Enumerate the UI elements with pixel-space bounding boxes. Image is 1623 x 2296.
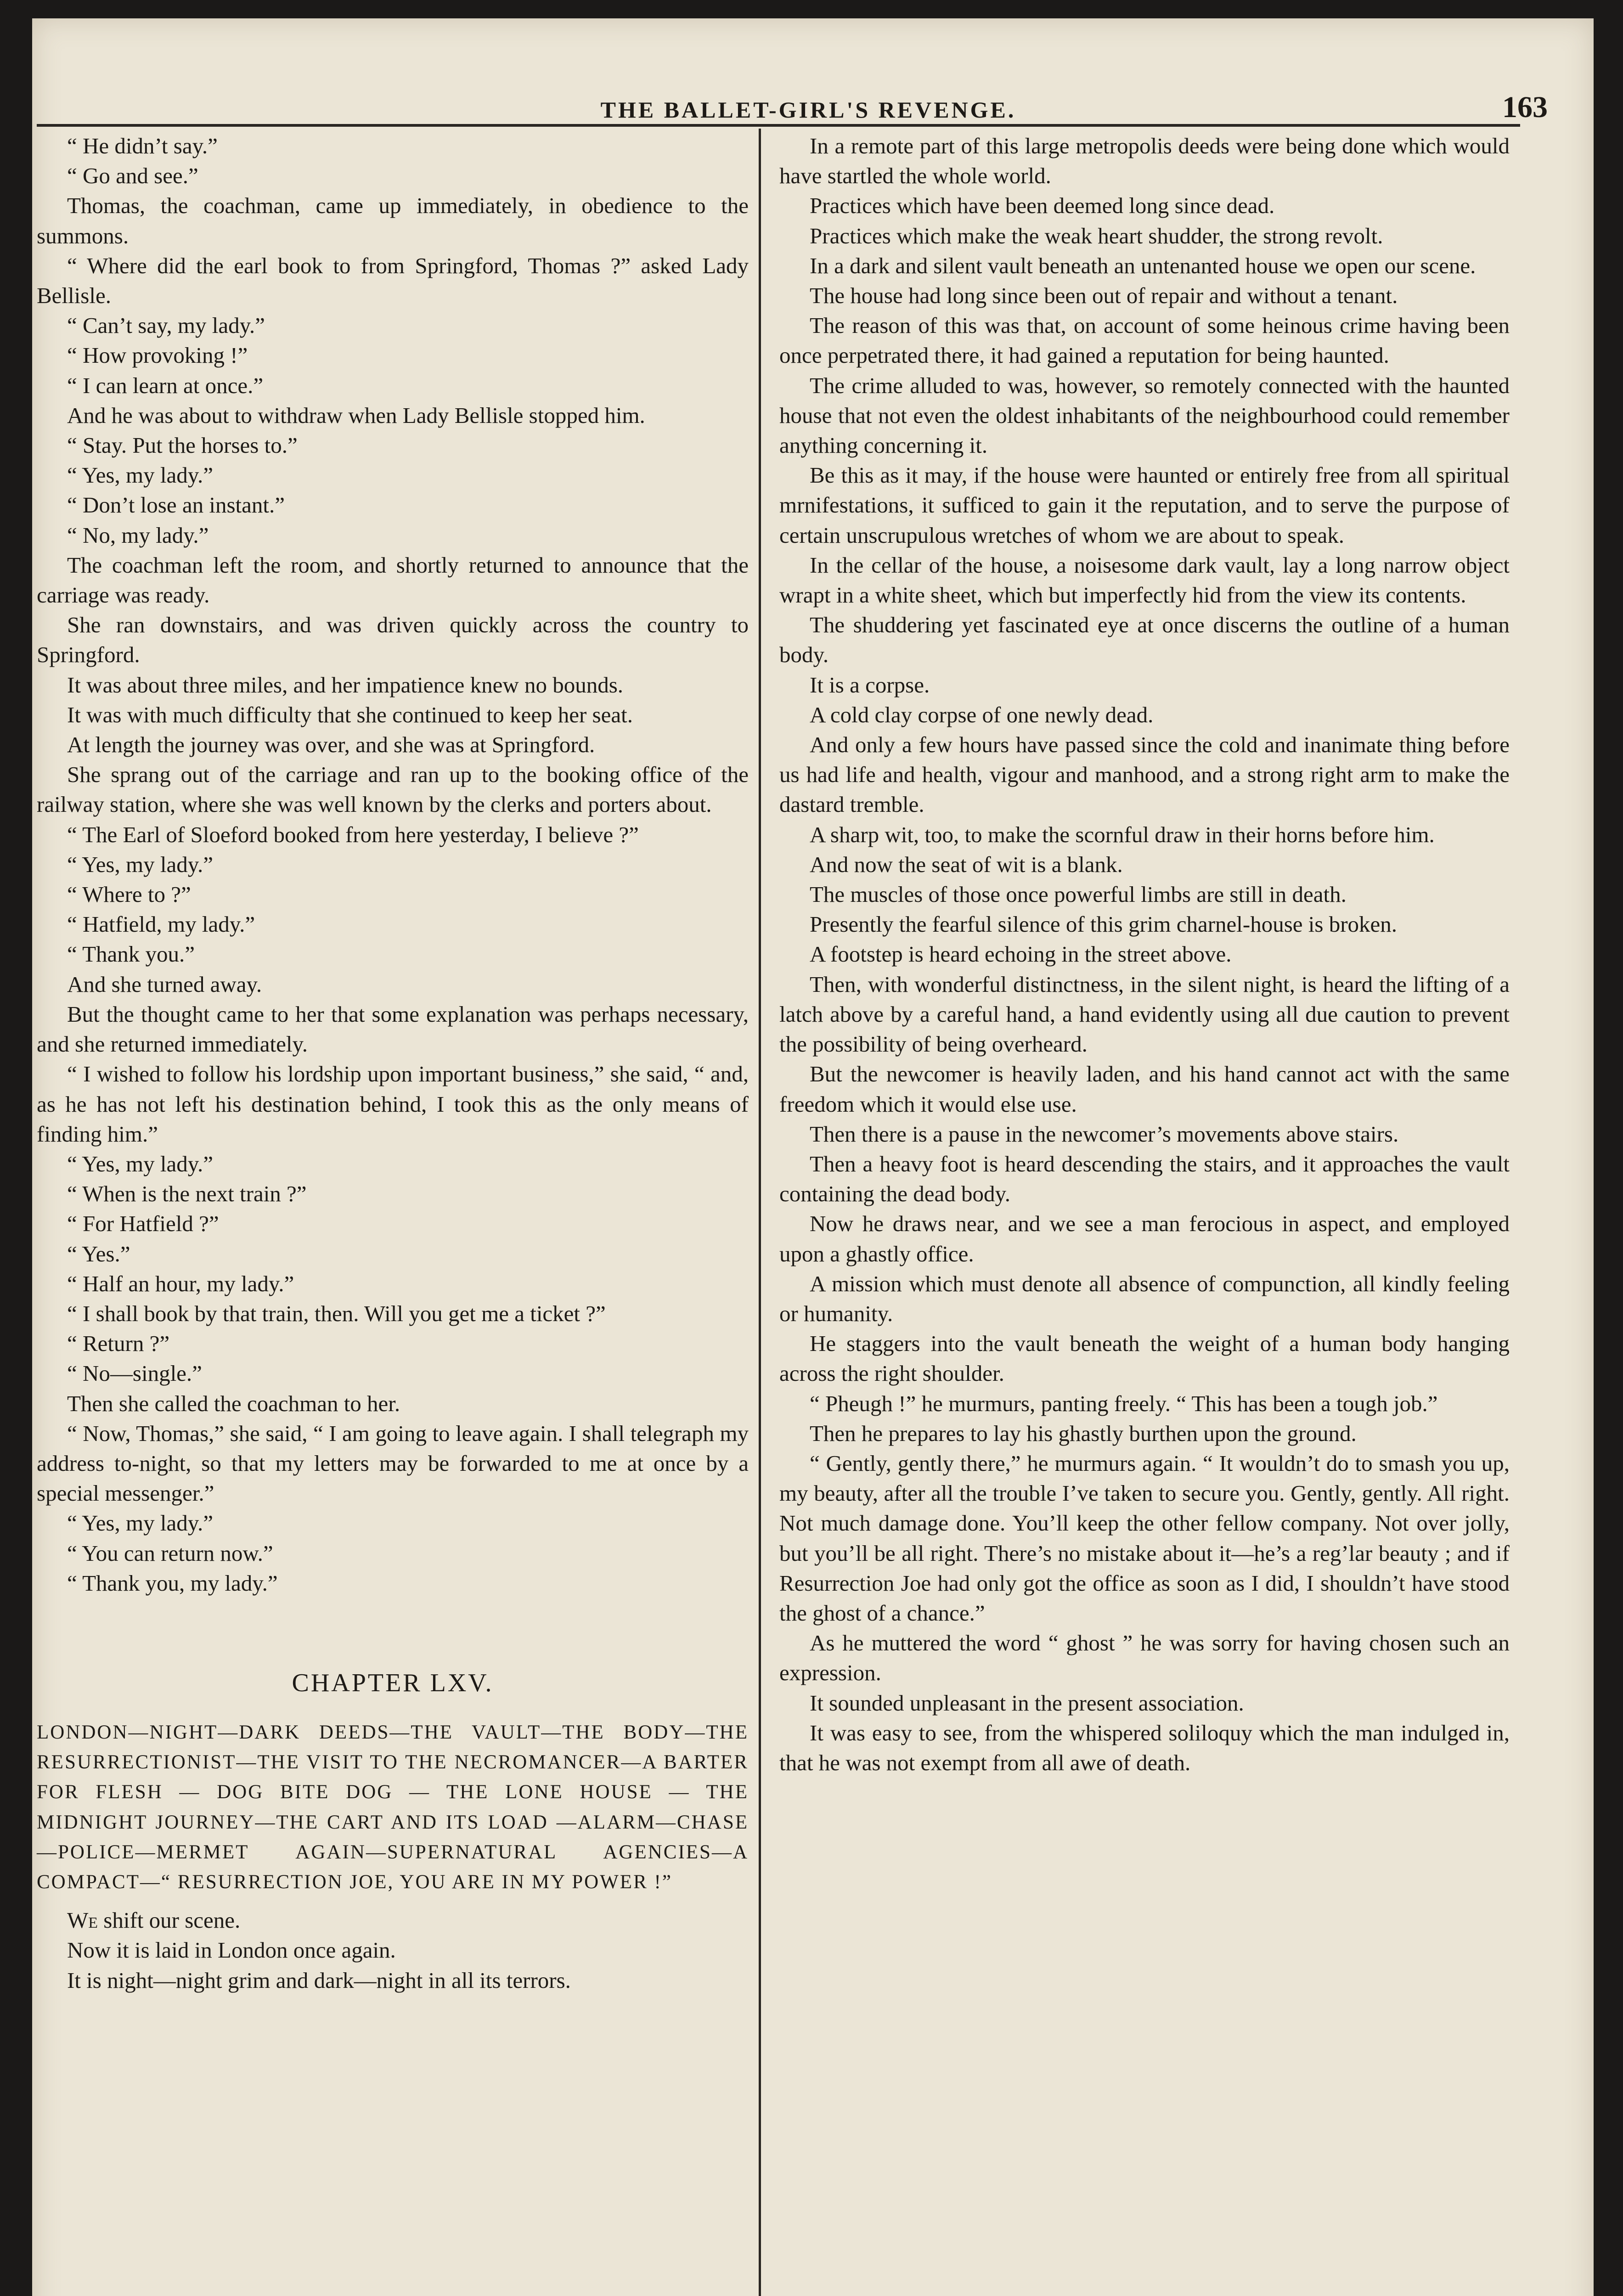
paragraph: “ Go and see.” [67, 163, 198, 189]
paragraph: “ Yes.” [67, 1241, 130, 1266]
paragraph: “ Gently, gently there,” he murmurs again. “ It wouldn’t do to smash you up, my beauty, after all the trouble I’ve taken to secure you. Gently, gently. All right. Not much damage done. You’ll keep the other fellow company. Not over jolly, but you’ll be all right. There’s no mistake about it—he’s a reg’lar beauty ; and if Resurrection Joe had only got the office as soon as I did, I shouldn’t have stood the ghost of a chance.” [779, 1450, 1510, 1626]
paragraph: She ran downstairs, and was driven quickly across the country to Springford. [37, 612, 749, 668]
opening-word: We [67, 1908, 98, 1933]
paragraph: “ I shall book by that train, then. Will you get me a ticket ?” [67, 1300, 606, 1326]
paragraph: And he was about to withdraw when Lady Bellisle stopped him. [67, 402, 645, 428]
paragraph: Be this as it may, if the house were haunted or entirely free from all spiritual mrnifestations, it sufficed to gain it the reputation, and to serve the purpose of certain unscrupulous wretches of whom we are about to speak. [779, 462, 1510, 548]
paragraph: “ Yes, my lady.” [67, 462, 214, 488]
paragraph: A mission which must denote all absence of compunction, all kindly feeling or humanity. [779, 1271, 1510, 1326]
paragraph: “ Hatfield, my lady.” [67, 912, 255, 937]
paragraph: “ Stay. Put the horses to.” [67, 433, 298, 458]
paragraph: It sounded unpleasant in the present association. [810, 1690, 1244, 1716]
paragraph: “ Don’t lose an instant.” [67, 492, 285, 518]
paragraph: “ For Hatfield ?” [67, 1211, 219, 1237]
paragraph: And she turned away. [67, 971, 262, 997]
paragraph: Then, with wonderful distinctness, in the silent night, is heard the lifting of a latch above by a careful hand, a hand evidently using all due caution to prevent the possibility of being overheard. [779, 971, 1510, 1057]
paragraph: And now the seat of wit is a blank. [810, 851, 1123, 877]
paragraph: It was with much difficulty that she continued to keep her seat. [67, 702, 633, 727]
chapter-summary: LONDON—NIGHT—DARK DEEDS—THE VAULT—THE BODY—THE RESURRECTIONIST—THE VISIT TO THE NECROMANCER—A BARTER FOR FLESH — DOG BITE DOG — THE LONE HOUSE — THE MIDNIGHT JOURNEY—THE CART AND ITS LOAD —ALARM—CHASE—POLICE—MERMET AGAIN—SUPERNATURAL AGENCIES—A COMPACT—“ RESURRECTION JOE, YOU ARE IN MY POWER !” [37, 1721, 749, 1893]
paragraph: “ Thank you.” [67, 941, 195, 967]
chapter-opening [37, 1905, 749, 1935]
paragraph: And only a few hours have passed since the cold and inanimate thing before us had life and health, vigour and manhood, and a strong right arm to make the dastard tremble. [779, 732, 1510, 817]
paragraph: It is night—night grim and dark—night in all its terrors. [67, 1967, 571, 1993]
paragraph: It was about three miles, and her impatience knew no bounds. [67, 672, 624, 698]
paragraph: But the thought came to her that some explanation was perhaps necessary, and she returned immediately. [37, 1001, 749, 1057]
page-number: 163 [1502, 90, 1548, 124]
paragraph: Then there is a pause in the newcomer’s movements above stairs. [810, 1121, 1399, 1147]
running-title: THE BALLET-GIRL'S REVENGE. [600, 97, 1016, 123]
paragraph: The crime alluded to was, however, so remotely connected with the haunted house that not even the oldest inhabitants of the neighbourhood could remember anything concerning it. [779, 372, 1510, 458]
paragraph: “ I can learn at once.” [67, 372, 264, 398]
paragraph: “ Pheugh !” he murmurs, panting freely. “ This has been a tough job.” [810, 1390, 1438, 1416]
paragraph: “ No—single.” [67, 1361, 202, 1386]
paragraph: Now he draws near, and we see a man ferocious in aspect, and employed upon a ghastly office. [779, 1211, 1510, 1266]
paragraph: “ Yes, my lady.” [67, 1151, 214, 1176]
paragraph: Presently the fearful silence of this grim charnel-house is broken. [810, 912, 1398, 937]
chapter-title: CHAPTER LXV. [292, 1668, 494, 1697]
paragraph: Then he prepares to lay his ghastly burthen upon the ground. [810, 1420, 1357, 1446]
right-column [779, 131, 1510, 1778]
paragraph: He staggers into the vault beneath the weight of a human body hanging across the right shoulder. [779, 1331, 1510, 1386]
paragraph: “ Where to ?” [67, 882, 191, 907]
paragraph: The shuddering yet fascinated eye at once discerns the outline of a human body. [779, 612, 1510, 668]
paragraph: “ How provoking !” [67, 343, 248, 368]
paragraph: A footstep is heard echoing in the street above. [810, 941, 1232, 967]
paragraph: Then she called the coachman to her. [67, 1390, 400, 1416]
paragraph: “ Yes, my lady.” [67, 1510, 214, 1536]
paragraph: The coachman left the room, and shortly returned to announce that the carriage was ready. [37, 552, 749, 608]
paragraph: Thomas, the coachman, came up immediately, in obedience to the summons. [37, 193, 749, 248]
paragraph: “ Return ?” [67, 1331, 170, 1356]
paragraph: It is a corpse. [810, 672, 930, 698]
left-column [37, 131, 749, 1995]
paragraph: “ Can’t say, my lady.” [67, 313, 265, 338]
paragraph: Then a heavy foot is heard descending the stairs, and it approaches the vault containing the dead body. [779, 1151, 1510, 1207]
page-header [69, 78, 1548, 129]
paragraph: Practices which make the weak heart shudder, the strong revolt. [810, 223, 1383, 248]
paragraph: A sharp wit, too, to make the scornful draw in their horns before him. [810, 822, 1435, 847]
paragraph: Practices which have been deemed long since dead. [810, 193, 1275, 219]
paragraph: “ I wished to follow his lordship upon important business,” she said, “ and, as he has not left his destination behind, I took this as the only means of finding him.” [37, 1061, 749, 1147]
paragraph: The muscles of those once powerful limbs are still in death. [810, 882, 1347, 907]
paragraph: As he muttered the word “ ghost ” he was sorry for having chosen such an expression. [779, 1630, 1510, 1686]
paragraph: But the newcomer is heavily laden, and his hand cannot act with the same freedom which it would else use. [779, 1061, 1510, 1117]
paragraph: The house had long since been out of repair and without a tenant. [810, 283, 1398, 309]
paragraph: At length the journey was over, and she was at Springford. [67, 732, 595, 758]
paragraph: “ He didn’t say.” [67, 133, 218, 158]
header-rule [37, 124, 1520, 127]
paragraph: In a remote part of this large metropolis deeds were being done which would have startled the whole world. [779, 133, 1510, 189]
paragraph: “ Thank you, my lady.” [67, 1570, 278, 1596]
paragraph: “ When is the next train ?” [67, 1181, 307, 1207]
paragraph: She sprang out of the carriage and ran up to the booking office of the railway station, where she was well known by the clerks and porters about. [37, 762, 749, 817]
column-divider [759, 129, 761, 2296]
paragraph: “ You can return now.” [67, 1540, 273, 1566]
paragraph: “ The Earl of Sloeford booked from here yesterday, I believe ?” [67, 822, 639, 847]
paragraph: “ Now, Thomas,” she said, “ I am going to leave again. I shall telegraph my address to-night, so that my letters may be forwarded to me at once by a special messenger.” [37, 1420, 749, 1506]
opening-text: shift our scene. [98, 1908, 241, 1933]
paragraph: The reason of this was that, on account of some heinous crime having been once perpetrated there, it had gained a reputation for being haunted. [779, 313, 1510, 368]
paragraph: “ No, my lady.” [67, 522, 209, 548]
paragraph: “ Where did the earl book to from Springford, Thomas ?” asked Lady Bellisle. [37, 253, 749, 309]
paragraph: Now it is laid in London once again. [67, 1937, 396, 1963]
paragraph: In a dark and silent vault beneath an untenanted house we open our scene. [810, 253, 1476, 278]
paragraph: “ Half an hour, my lady.” [67, 1271, 294, 1296]
paragraph: It was easy to see, from the whispered soliloquy which the man indulged in, that he was not exempt from all awe of death. [779, 1720, 1510, 1775]
paragraph: “ Yes, my lady.” [67, 851, 214, 877]
paragraph: In the cellar of the house, a noisesome dark vault, lay a long narrow object wrapt in a white sheet, which but imperfectly hid from the view its contents. [779, 552, 1510, 608]
paragraph: A cold clay corpse of one newly dead. [810, 702, 1154, 727]
